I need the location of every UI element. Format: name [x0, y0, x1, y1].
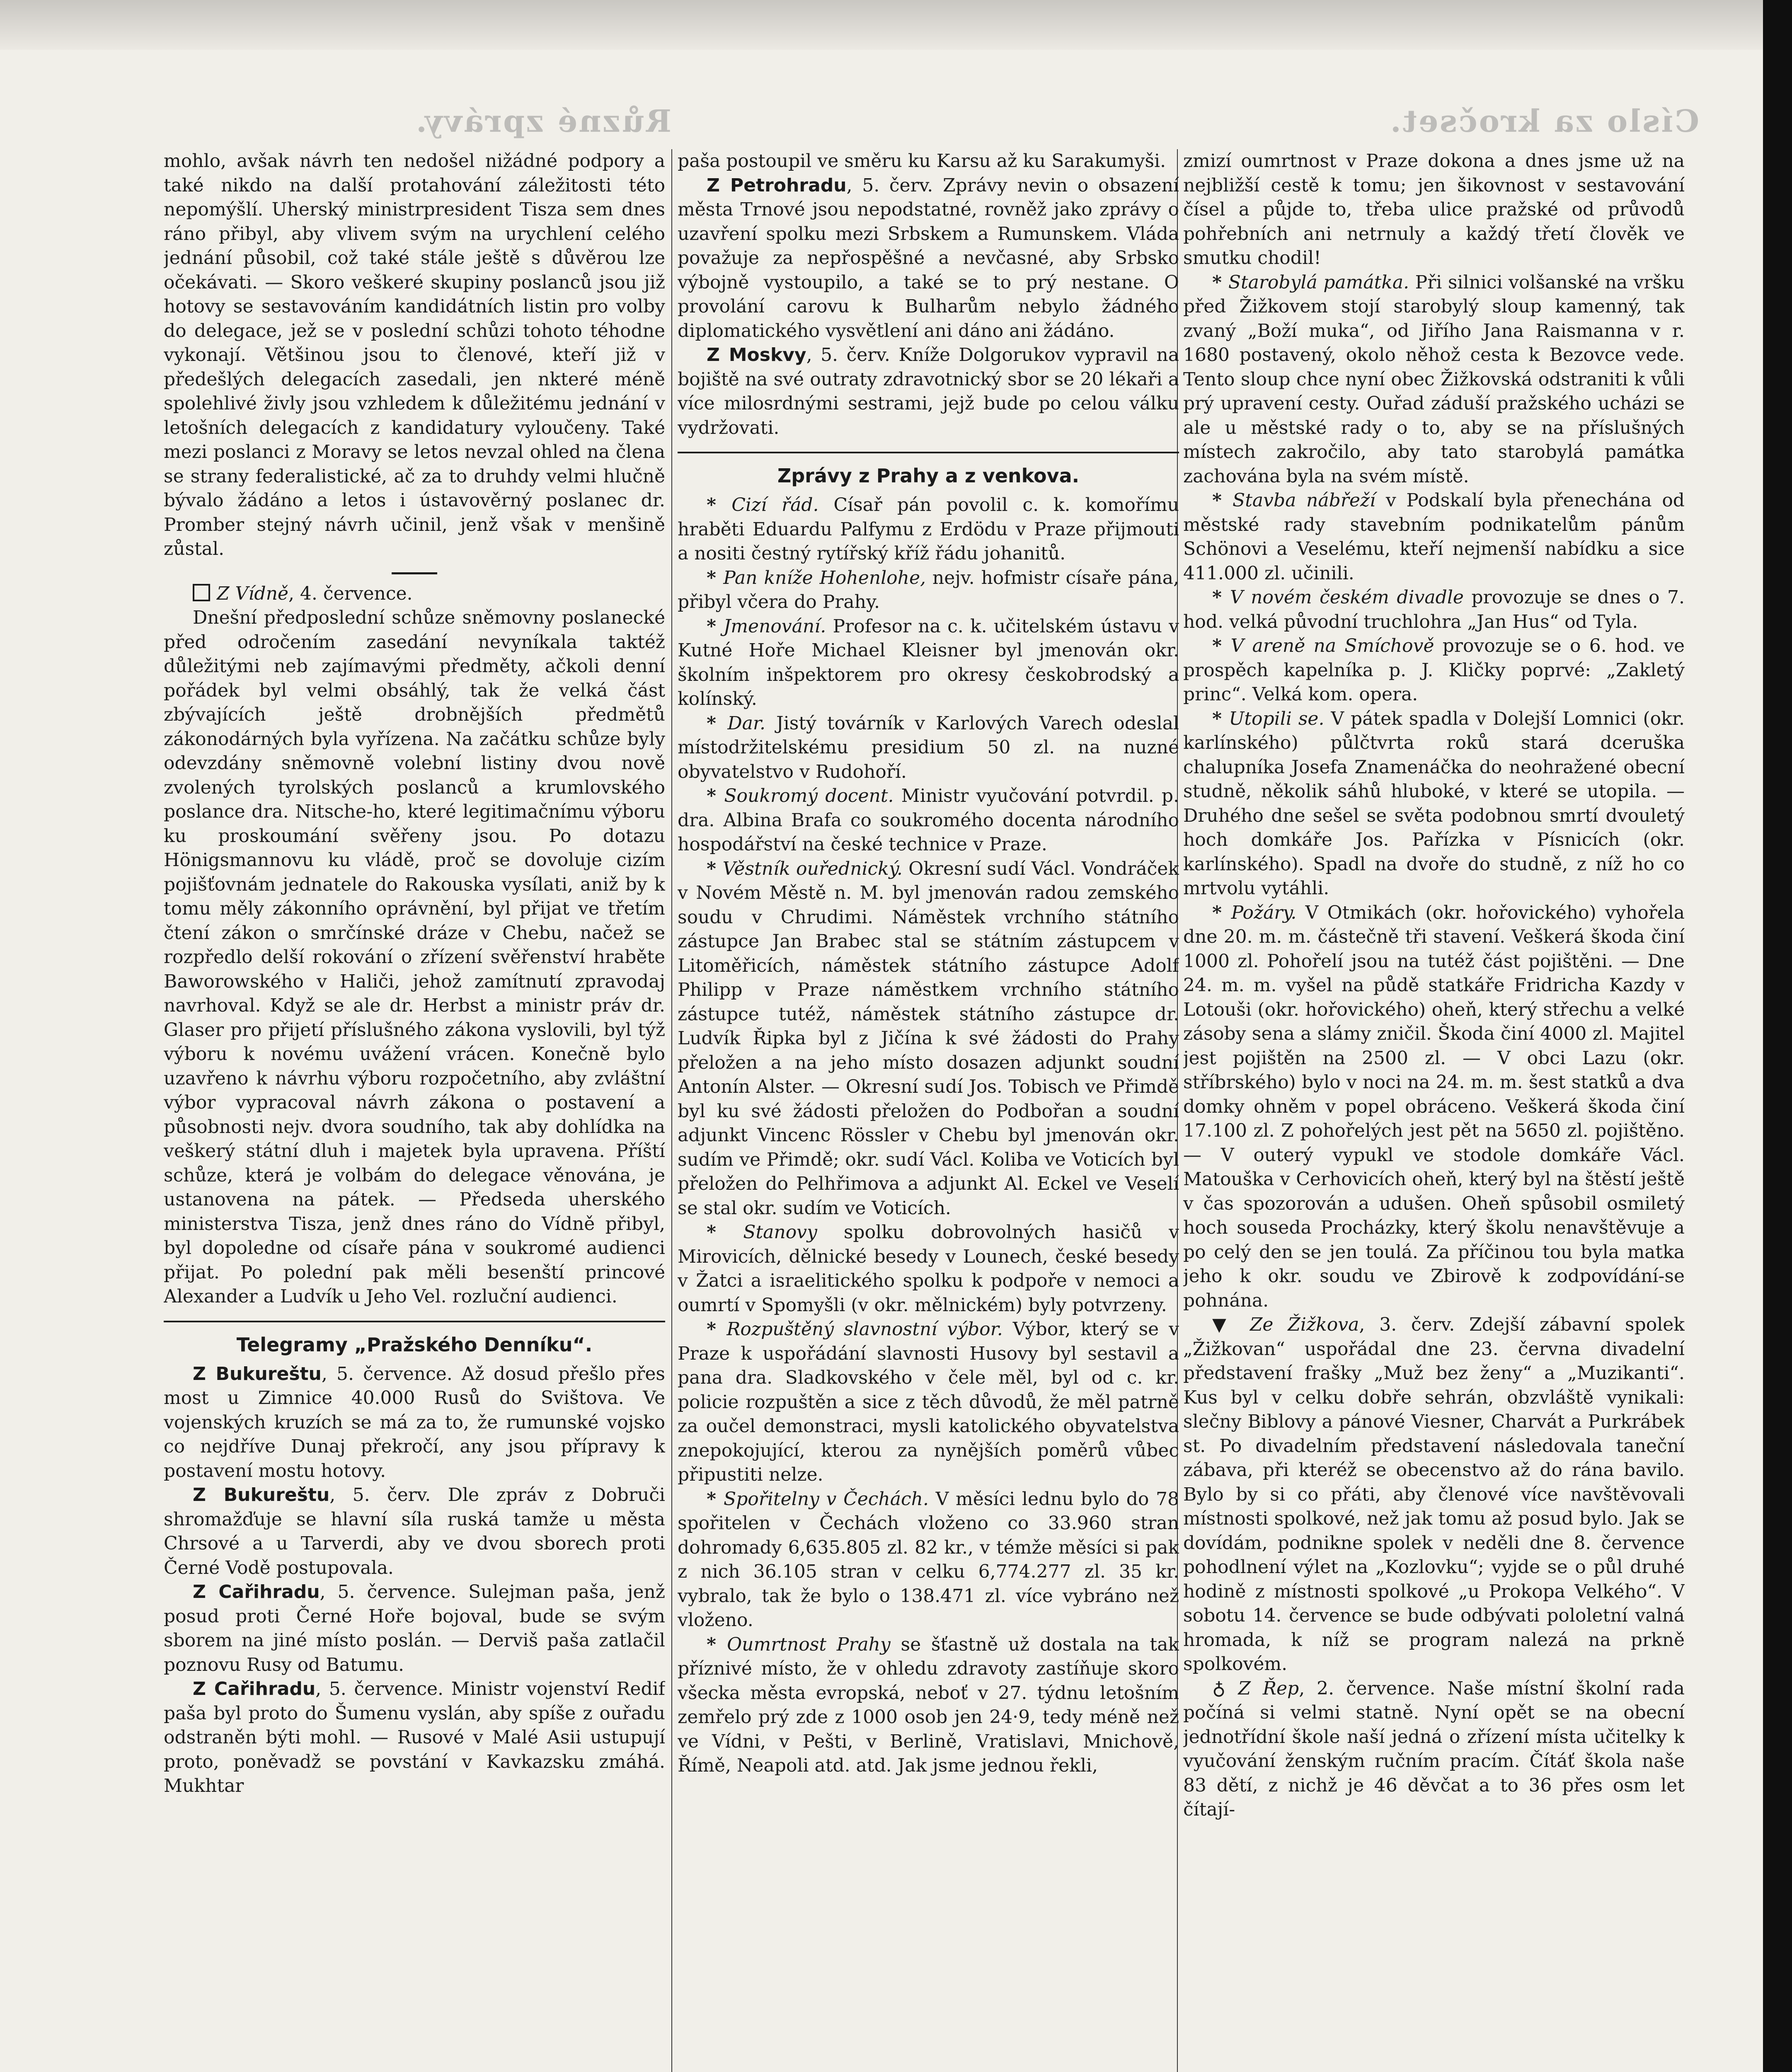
- news-item-text: V měsíci lednu bylo do 78 spořitelen v Čechách vloženo co 33.960 stran dohromady 6,635.805 zl. 82 kr., v témže měsíci si pak z nich 36.105 stran v celku 6,774.277 zl. 35 kr. vybralo, tak že bylo o 138.471 zl. více vybráno než vloženo.: [678, 1488, 1179, 1631]
- news-item-head: Dar.: [727, 712, 766, 734]
- news-item: * V areně na Smíchově provozuje se o 6. hod. ve prospěch kapelníka p. J. Kličky poprvé: „Zakletý princ“. Velká kom. opera.: [1183, 635, 1685, 705]
- scan-top-edge: [0, 0, 1792, 50]
- column-1: [164, 149, 665, 2072]
- news-item-head: Rozpuštěný slavnostní výbor.: [726, 1319, 1003, 1340]
- local-report: ♁ Z Řep, 2. července. Naše místní školní rada počíná si velmi statně. Nyní opět se na obecní jednotřídní škole naší jedná o zřízení místa učitelky k vyučování ženským ručním pracím. Čítáť škola naše 83 dětí, z nichž je 46 děvčat a to 36 přes osm let čítají-: [1183, 1677, 1685, 1820]
- telegram-place: Z Moskvy: [707, 344, 806, 366]
- section-title-local-news: Zprávy z Prahy a z venkova.: [777, 465, 1080, 487]
- news-item-text: Císař pán povolil c. k. komořímu hraběti Eduardu Palfymu z Erdödu v Praze přijmouti a nositi čestný rytířský kříž řádu johanitů.: [678, 494, 1179, 564]
- scan-right-edge: [1763, 0, 1792, 2072]
- bleed-through-heading-right: Císlo za kročset.: [1389, 104, 1699, 139]
- news-item: * Cizí řád. Císař pán povolil c. k. komořímu hraběti Eduardu Palfymu z Erdödu v Praze přijmouti a nositi čestný rytířský kříž řádu johanitů.: [678, 494, 1179, 564]
- news-item-head: V areně na Smíchově: [1230, 635, 1434, 656]
- continued-paragraph: paša postoupil ve směru ku Karsu až ku Sarakumyši.: [678, 150, 1166, 172]
- local-report-text: , 2. července. Naše místní školní rada počíná si velmi statně. Nyní opět se na obecní jednotřídní škole naší jedná o zřízení místa učitelky k vyučování ženským ručním pracím. Čítáť škola naše 83 dětí, z nichž je 46 děvčat a to 36 přes osm let čítají-: [1183, 1677, 1685, 1820]
- news-item-head: Utopili se.: [1229, 708, 1325, 729]
- news-item-head: Stavba nábřeží: [1233, 490, 1376, 511]
- news-item-head: Požáry.: [1231, 902, 1297, 923]
- continued-paragraph: zmizí oumrtnost v Praze dokona a dnes jsme už na nejbližší cestě k tomu; jen šikovnost v sestavování čísel a půjde to, třeba ulice pražské od průvodů pohřebních ani netrnuly a každý třetí člověk ve smutku chodil!: [1183, 150, 1685, 269]
- news-item-text: Výbor, který se v Praze k uspořádání slavnosti Husovy byl sestavil a pana dra. Sladkovského v čele měl, byl od c. kr. policie rozpuštěn a sice z těch důvodů, že měl patrně za oučel demonstraci, mysli katolického obyvatelstva znepokojující, kterou za nynějších poměrů vůbec připustiti nelze.: [678, 1319, 1179, 1485]
- column-2: [678, 149, 1179, 2072]
- telegram-item: [164, 1362, 665, 1484]
- news-item-head: Věstník ouřednický.: [722, 858, 903, 879]
- news-item-head: Jmenování.: [723, 615, 826, 637]
- news-item-head: Pan kníže Hohenlohe,: [723, 567, 926, 588]
- news-item: * Jmenování. Profesor na c. k. učitelském ústavu v Kutné Hoře Michael Kleisner byl jmenován okr. školním inšpektorem pro okresy českobrodský a kolínský.: [678, 615, 1179, 709]
- news-item: * Oumrtnost Prahy se šťastně už dostala na tak příznivé místo, že v ohledu zdravoty zastíňuje skoro všecka města evropská, neboť v 27. týdnu letošním zemřelo prý zde z 1000 osob jen 24·9, tedy méně než ve Vídni, v Pešti, v Berlině, Vratislavi, Mnichově, Římě, Neapoli atd. atd. Jak jsme jednou řekli,: [678, 1634, 1179, 1776]
- news-item: * V novém českém divadle provozuje se dnes o 7. hod. velká původní truchlohra „Jan Hus“ od Tyla.: [1183, 587, 1685, 632]
- news-item-text: Při silnici volšanské na vršku před Žižkovem stojí starobylý sloup kamenný, tak zvaný „Boží muka“, od Jiřího Jana Raismanna v r. 1680 postavený, okolo něhož cesta k Bezovce vede. Tento sloup chce nyní obec Žižkovská odstraniti k vůli prý upravení cesty. Ouřad záduší pražského ucházi se ale u městské rady o to, aby se na příslušných místech zakročilo, aby tato starobylá památka zachována byla na svém místě.: [1183, 271, 1685, 487]
- news-item-text: Jistý továrník v Karlových Varech odeslal místodržitelskému presidium 50 zl. na nuzné obyvatelstvo v Rudohoří.: [678, 712, 1179, 782]
- news-item: * Starobylá památka. Při silnici volšanské na vršku před Žižkovem stojí starobylý sloup kamenný, tak zvaný „Boží muka“, od Jiřího Jana Raismanna v r. 1680 postavený, okolo něhož cesta k Bezovce vede. Tento sloup chce nyní obec Žižkovská odstraniti k vůli prý upravení cesty. Ouřad záduší pražského ucházi se ale u městské rady o to, aby se na příslušných místech zakročilo, aby tato starobylá památka zachována byla na svém místě.: [1183, 271, 1685, 487]
- telegram-item: [164, 1580, 665, 1677]
- news-item: * Dar. Jistý továrník v Karlových Varech odeslal místodržitelskému presidium 50 zl. na nuzné obyvatelstvo v Rudohoří.: [678, 712, 1179, 782]
- news-item: * Požáry. V Otmikách (okr. hořovického) vyhořela dne 20. m. m. částečně tři stavení. Veškerá škoda činí 1000 zl. Pohořelí jsou na tutéž část pojištěni. — Dne 24. m. m. vyšel na půdě statkáře Fridricha Kazdy v Lotouši (okr. hořovického) oheň, který střechu a velké zásoby sena a slámy zničil. Škoda činí 4000 zl. Majitel jest pojištěn na 2500 zl. — V obci Lazu (okr. stříbrského) bylo v noci na 24. m. m. šest statků a dva domky ohněm v popel obráceno. Veškerá škoda činí 17.100 zl. Z pohořelých jest pět na 5650 zl. pojištěno. — V outerý vypukl ve stodole domkáře Václ. Matouška v Cerhovicích oheň, který byl na štěstí ještě v čas spozorován a udušen. Oheň spůsobil osmiletý hoch souseda Procházky, který školu nenavštěvuje a po celý den se jen toulá. Za příčinou tou byla matka jeho k okr. soudu ve Zbirově k zodpovídání-se pohnána.: [1183, 902, 1685, 1311]
- telegram-place: Z Petrohradu: [707, 174, 847, 196]
- local-report: ▼ Ze Žižkova, 3. červ. Zdejší zábavní spolek „Žižkovan“ uspořádal dne 23. června divadelní představení frašky „Muž bez ženy“ a „Muzikanti“. Kus byl v celku dobře sehrán, obzvláště vynikali: slečny Biblovy a pánové Viesner, Charvát a Purkrábek st. Po divadelním představení následovala taneční zábava, při kteréž se obecenstvo až do rána bavilo. Bylo by si co přáti, aby členové více navštěvovali místnosti spolkové, než jak tomu až posud bylo. Jak se dovídám, podnikne spolek v neděli dne 8. července pohodlnení výlet na „Kozlovku“; vyjde se o půl druhé hodině z místnosti spolkové „u Prokopa Velkého“. V sobotu 14. července se bude odbývati pololetní valná hromada, k níž se program nalezá na prkně spolkovém.: [1183, 1314, 1685, 1675]
- telegram-place: Z Cařihradu: [193, 1581, 320, 1602]
- news-item: * Stavba nábřeží v Podskalí byla přenechána od městské rady stavebním podnikatelům pánům Schönovi a Veselému, kteří nejmenší nabídku a sice 411.000 zl. učinili.: [1183, 490, 1685, 584]
- section-divider: [164, 1321, 665, 1322]
- news-item: * Věstník ouřednický. Okresní sudí Václ. Vondráček v Novém Městě n. M. byl jmenován radou zemského soudu v Chrudimi. Náměstek vrchního státního zástupce Jan Brabec stal se státním zástupcem v Litoměřicích, náměstek státního zástupce Adolf Philipp v Praze náměstkem vrchního státního zástupce tutéž, náměstek státního zástupce dr. Ludvík Řipka byl z Jičína k své žádosti do Prahy přeložen a na jeho místo dosazen adjunkt soudní Antonín Alster. — Okresní sudí Jos. Tobisch ve Přimdě byl ku své žádosti přeložen do Podbořan a soudní adjunkt Vincenc Rössler v Chebu byl jmenován okr. sudím ve Přimdě; okr. sudí Václ. Koliba ve Voticích byl přeložen do Pelhřimova a adjunkt Al. Eckel ve Veselí se stal okr. sudím ve Voticích.: [678, 858, 1179, 1219]
- telegram-place: Z Bukureštu: [193, 1484, 330, 1506]
- short-divider: [392, 572, 437, 574]
- dateline-place: Z Vídně: [217, 583, 288, 604]
- article-paragraph: mohlo, avšak návrh ten nedošel nižádné podpory a také nikdo na další protahování záležitosti této nepomýšlí. Uherský ministrpresident Tisza sem dnes ráno přibyl, aby vlivem svým na urychlení celého jednání působil, což také stále ještě s důvěrou lze očekávati. — Skoro veškeré skupiny poslanců jsou již hotovy se sestavováním kandidátních listin pro volby do delegace, jež se v poslední schůzi tohoto téhodne vykonají. Většinou jsou to členové, kteří již v předešlých delegacích zasedali, jen nkteré méně spolehlivé živly jsou vzhledem k důležitému jednání v letošních delegacích z kandidatury vyloučeny. Také mezi poslanci z Moravy se letos nevzal ohled na člena se strany federalistické, ač za to druhdy velmi hlučně bývalo žádáno a letos i ústavověrný poslanec dr. Promber stejný návrh učinil, jenž však v menšině zůstal.: [164, 150, 665, 559]
- article-paragraph: Dnešní předposlední schůze sněmovny poslanecké před odročením zasedání nevyníkala taktéž důležitými neb zajímavými předměty, ačkoli denní pořádek byl velmi obsáhlý, tak že velká část zbývajících ještě drobnějších předmětů zákonodárných byla vyřízena. Na začátku schůze byly odevzdány sněmovně volební listiny dvou nově zvolených tyrolských poslanců a krumlovského poslance dra. Nitsche-ho, které legitimačnímu výboru ku proskoumání svěřeny jsou. Po dotazu Hönigsmannovu ku vládě, proč se dovoluje cizím pojišťovnám jednatele do Rakouska vysílati, aniž by k tomu měly zákonního oprávnění, byl přijat ve třetím čtení zákon o smrčínské dráze v Chebu, načež se rozpředlo delší rokování o zřízení svěřenství hraběte Baworowského v Haliči, jehož zamítnutí zpravodaj navrhoval. Když se ale dr. Herbst a ministr práv dr. Glaser pro přijetí příslušného zákona vyslovili, byl týž výboru k novému uvážení vrácen. Konečně bylo uzavřeno k návrhu výboru rozpočetního, aby zvláštní výbor vypracoval návrh zákona o postavení a působnosti nejv. dvora soudního, tak aby dohlídka na veškerý státní dluh i majetek byla upravena. Příští schůze, která je volbám do delegace věnována, je ustanovena na pátek. — Předseda uherského ministerstva Tisza, jenž dnes ráno do Vídně přibyl, byl dopoledne od císaře pána v soukromé audienci přijat. Po polední pak měli besenští princové Alexander a Ludvík u Jeho Vel. rozluční audienci.: [164, 607, 665, 1307]
- news-item-head: Cizí řád.: [731, 494, 819, 516]
- news-item-text: Okresní sudí Václ. Vondráček v Novém Městě n. M. byl jmenován radou zemského soudu v Chrudimi. Náměstek vrchního státního zástupce Jan Brabec stal se státním zástupcem v Litoměřicích, náměstek státního zástupce Adolf Philipp v Praze náměstkem vrchního státního zástupce tutéž, náměstek státního zástupce dr. Ludvík Řipka byl z Jičína k své žádosti do Prahy přeložen a na jeho místo dosazen adjunkt soudní Antonín Alster. — Okresní sudí Jos. Tobisch ve Přimdě byl ku své žádosti přeložen do Podbořan a soudní adjunkt Vincenc Rössler v Chebu byl jmenován okr. sudím ve Přimdě; okr. sudí Václ. Koliba ve Voticích byl přeložen do Pelhřimova a adjunkt Al. Eckel ve Veselí se stal okr. sudím ve Voticích.: [678, 858, 1179, 1219]
- column-3: [1183, 149, 1685, 2072]
- news-item-head: V novém českém divadle: [1230, 587, 1464, 608]
- news-item-text: provozuje se o 6. hod. ve prospěch kapelníka p. J. Kličky poprvé: „Zakletý princ“. Velká kom. opera.: [1183, 635, 1685, 705]
- news-item-text: se šťastně už dostala na tak příznivé místo, že v ohledu zdravoty zastíňuje skoro všecka města evropská, neboť v 27. týdnu letošním zemřelo prý zde z 1000 osob jen 24·9, tedy méně než ve Vídni, v Pešti, v Berlině, Vratislavi, Mnichově, Římě, Neapoli atd. atd. Jak jsme jednou řekli,: [678, 1634, 1179, 1776]
- news-item-head: Spořitelny v Čechách.: [724, 1488, 929, 1510]
- news-item-head: Starobylá památka.: [1228, 271, 1409, 293]
- telegram-text: , 5. července. Ministr vojenství Redif paša byl proto do Šumenu vyslán, aby spíše z ouřadu odstraněn býti mohl. — Rusové v Malé Asii ustupují proto, poněvadž se povstání v Kavkazsku zmáhá. Mukhtar: [164, 1678, 665, 1796]
- news-item-text: nejv. hofmistr císaře pána, přibyl včera do Prahy.: [678, 567, 1179, 612]
- news-item-text: Profesor na c. k. učitelském ústavu v Kutné Hoře Michael Kleisner byl jmenován okr. školním inšpektorem pro okresy českobrodský a kolínský.: [678, 615, 1179, 709]
- news-item: * Stanovy spolku dobrovolných hasičů v Mirovicích, dělnické besedy v Lounech, české besedy v Žatci a israelitického spolku k podpoře v nemoci a oumrtí v Spomyšli (v okr. mělnickém) byly potvrzeny.: [678, 1222, 1179, 1316]
- telegram-place: Z Cařihradu: [193, 1678, 316, 1699]
- local-report-place: Z Řep: [1238, 1677, 1299, 1699]
- telegram-item: [164, 1677, 665, 1798]
- news-item: * Soukromý docent. Ministr vyučování potvrdil. p. dra. Albina Brafa co soukromého docenta národního hospodářství na české technice v Praze.: [678, 785, 1179, 855]
- news-item: * Utopili se. V pátek spadla v Dolejší Lomnici (okr. karlínského) půlčtvrta roků stará dceruška chalupníka Josefa Znamenáčka do neohražené obecní studně, několik sáhů hluboké, v které se utopila. — Druhého dne sešel se světa podobnou smrtí dvouletý hoch domkáře Jos. Pařízka v Písnicích (okr. karlínského). Spadl na dvoře do studně, z níž ho co mrtvolu vytáhli.: [1183, 708, 1685, 899]
- section-title-telegrams: Telegramy „Pražského Denníku“.: [236, 1333, 593, 1356]
- bleed-through-heading-left: Různé zprávy.: [414, 104, 671, 139]
- news-item-text: V pátek spadla v Dolejší Lomnici (okr. karlínského) půlčtvrta roků stará dceruška chalupníka Josefa Znamenáčka do neohražené obecní studně, několik sáhů hluboké, v které se utopila. — Druhého dne sešel se světa podobnou smrtí dvouletý hoch domkáře Jos. Pařízka v Písnicích (okr. karlínského). Spadl na dvoře do studně, z níž ho co mrtvolu vytáhli.: [1183, 708, 1685, 899]
- news-item-head: Soukromý docent.: [724, 785, 894, 806]
- news-item-text: provozuje se dnes o 7. hod. velká původní truchlohra „Jan Hus“ od Tyla.: [1183, 587, 1685, 632]
- telegram-text: , 5. července. Až dosud přešlo přes most u Zimnice 40.000 Rusů do Svištova. Ve vojenských kruzích se má za to, že rumunské vojsko co nejdříve Dunaj překročí, any jsou přípravy k postavení mostu hotovy.: [164, 1363, 665, 1481]
- dateline: [164, 582, 665, 606]
- telegram-text: , 5. červ. Zprávy nevin o obsazení města Trnové jsou nepodstatné, rovněž jako zprávy o uzavření spolku mezi Srbskem a Rumunskem. Vláda považuje za nepřospěšné a nevčasné, aby Srbsko výbojně vystoupilo, a také se to prý nestane. O provolání carovu k Bulharům nebylo žádného diplomatického vysvětlení ani dáno ani žádáno.: [678, 174, 1179, 341]
- news-item-head: Stanovy: [743, 1222, 817, 1243]
- news-item: * Spořitelny v Čechách. V měsíci lednu bylo do 78 spořitelen v Čechách vloženo co 33.960 stran dohromady 6,635.805 zl. 82 kr., v témže měsíci si pak z nich 36.105 stran v celku 6,774.277 zl. 35 kr. vybralo, tak že bylo o 138.471 zl. více vybráno než vloženo.: [678, 1488, 1179, 1631]
- dateline-date: , 4. července.: [288, 583, 413, 604]
- telegram-place: Z Bukureštu: [193, 1363, 322, 1385]
- telegram-text: , 5. července. Sulejman paša, jenž posud proti Černé Hoře bojoval, bude se svým sborem na jiné místo poslán. — Derviš paša zatlačil poznovu Rusy od Batumu.: [164, 1581, 665, 1675]
- telegram-item: [678, 174, 1179, 344]
- column-divider: [671, 149, 672, 2072]
- square-marker-icon: [193, 584, 210, 601]
- news-item-text: spolku dobrovolných hasičů v Mirovicích, dělnické besedy v Lounech, české besedy v Žatci a israelitického spolku k podpoře v nemoci a oumrtí v Spomyšli (v okr. mělnickém) byly potvrzeny.: [678, 1222, 1179, 1316]
- news-item-text: v Podskalí byla přenechána od městské rady stavebním podnikatelům pánům Schönovi a Veselému, kteří nejmenší nabídku a sice 411.000 zl. učinili.: [1183, 490, 1685, 584]
- local-report-place: Ze Žižkova: [1250, 1314, 1359, 1335]
- news-item-text: Ministr vyučování potvrdil. p. dra. Albina Brafa co soukromého docenta národního hospodářství na české technice v Praze.: [678, 785, 1179, 855]
- telegram-item: [164, 1483, 665, 1580]
- news-item: * Rozpuštěný slavnostní výbor. Výbor, který se v Praze k uspořádání slavnosti Husovy byl sestavil a pana dra. Sladkovského v čele měl, byl od c. kr. policie rozpuštěn a sice z těch důvodů, že měl patrně za oučel demonstraci, mysli katolického obyvatelstva znepokojující, kterou za nynějších poměrů vůbec připustiti nelze.: [678, 1319, 1179, 1485]
- telegram-text: , 5. červ. Kníže Dolgorukov vypravil na bojiště na své outraty zdravotnický sbor se 20 lékaři a více milosrdnými sestrami, jejž bude po celou válku vydržovati.: [678, 344, 1179, 438]
- section-divider: [678, 452, 1179, 453]
- telegram-item: [678, 343, 1179, 440]
- news-item-head: Oumrtnost Prahy: [727, 1634, 891, 1655]
- news-item-text: V Otmikách (okr. hořovického) vyhořela dne 20. m. m. částečně tři stavení. Veškerá škoda činí 1000 zl. Pohořelí jsou na tutéž část pojištěni. — Dne 24. m. m. vyšel na půdě statkáře Fridricha Kazdy v Lotouši (okr. hořovického) oheň, který střechu a velké zásoby sena a slámy zničil. Škoda činí 4000 zl. Majitel jest pojištěn na 2500 zl. — V obci Lazu (okr. stříbrského) bylo v noci na 24. m. m. šest statků a dva domky ohněm v popel obráceno. Veškerá škoda činí 17.100 zl. Z pohořelých jest pět na 5650 zl. pojištěno. — V outerý vypukl ve stodole domkáře Václ. Matouška v Cerhovicích oheň, který byl na štěstí ještě v čas spozorován a udušen. Oheň spůsobil osmiletý hoch souseda Procházky, který školu nenavštěvuje a po celý den se jen toulá. Za příčinou tou byla matka jeho k okr. soudu ve Zbirově k zodpovídání-se pohnána.: [1183, 902, 1685, 1311]
- local-report-text: , 3. červ. Zdejší zábavní spolek „Žižkovan“ uspořádal dne 23. června divadelní představení frašky „Muž bez ženy“ a „Muzikanti“. Kus byl v celku dobře sehrán, obzvláště vynikali: slečny Biblovy a pánové Viesner, Charvát a Purkrábek st. Po divadelním představení následovala taneční zábava, při kteréž se obecenstvo až do rána bavilo. Bylo by si co přáti, aby členové více navštěvovali místnosti spolkové, než jak tomu až posud bylo. Jak se dovídám, podnikne spolek v neděli dne 8. července pohodlnení výlet na „Kozlovku“; vyjde se o půl druhé hodině z místnosti spolkové „u Prokopa Velkého“. V sobotu 14. července se bude odbývati pololetní valná hromada, k níž se program nalezá na prkně spolkovém.: [1183, 1314, 1685, 1675]
- telegram-text: , 5. červ. Dle zpráv z Dobruči shromažďuje se hlavní síla ruská tamže u města Chrsové a u Tarverdi, aby ve dvou sborech proti Černé Vodě postupovala.: [164, 1484, 665, 1578]
- news-item: * Pan kníže Hohenlohe, nejv. hofmistr císaře pána, přibyl včera do Prahy.: [678, 567, 1179, 612]
